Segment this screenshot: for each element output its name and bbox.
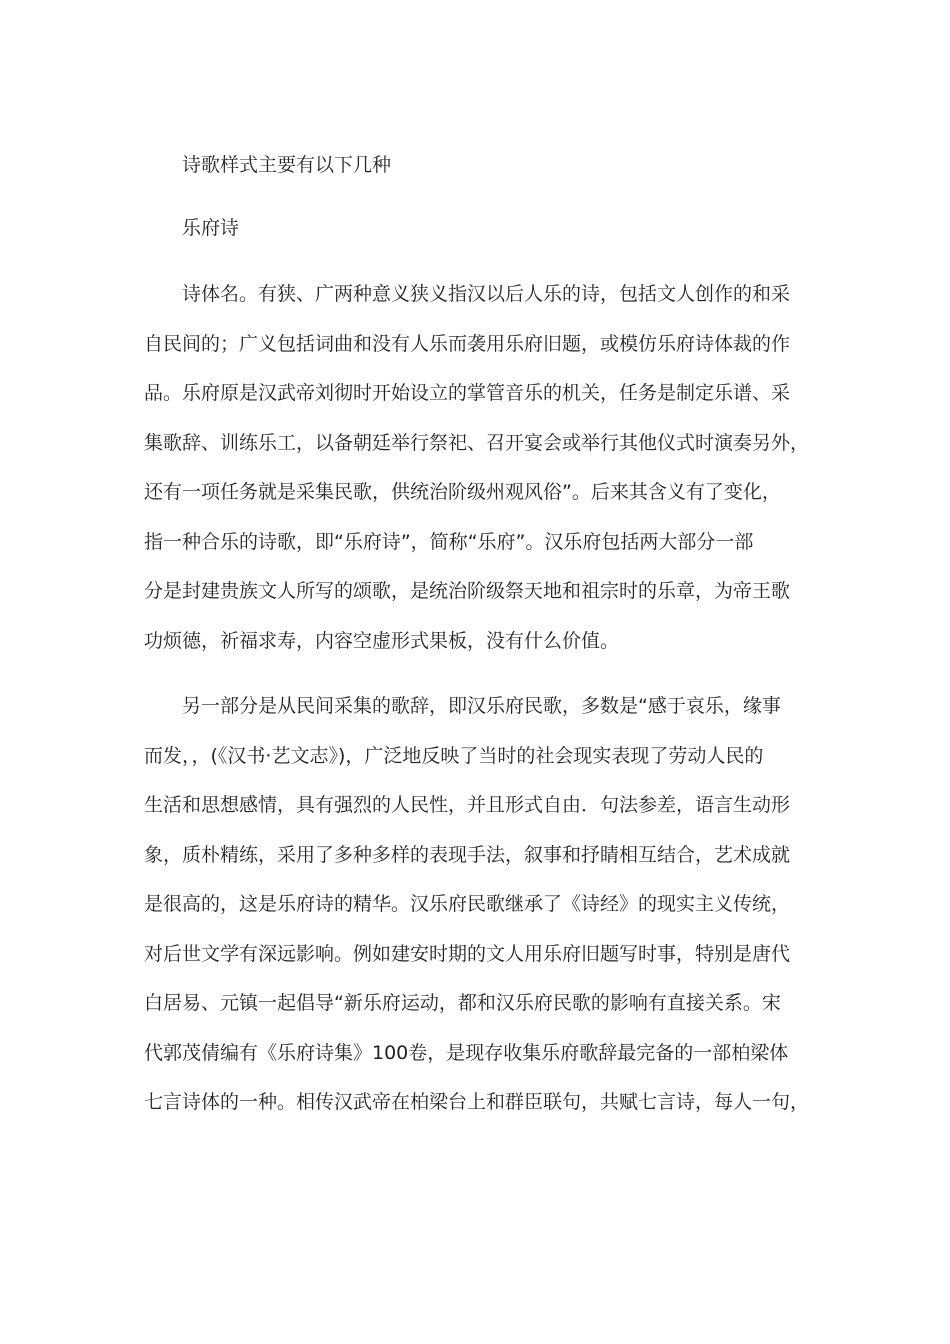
text-line: 自民间的；广义包括词曲和没有人乐而袭用乐府旧题，或模仿乐府诗体裁的作 bbox=[144, 332, 791, 355]
text-line: 分是封建贵族文人所写的颂歌，是统治阶级祭天地和祖宗时的乐章，为帝王歌 bbox=[144, 580, 791, 602]
paragraph-1 bbox=[144, 282, 844, 678]
section-heading: 诗歌样式主要有以下几种 bbox=[182, 154, 392, 176]
text-line: 诗体名。有狭、广两种意义狭义指汉以后人乐的诗，包括文人创作的和采 bbox=[182, 283, 791, 305]
subsection-heading: 乐府诗 bbox=[182, 217, 240, 239]
text-line: 白居易、元镇一起倡导“新乐府运动，都和汉乐府民歌的影响有直接关系。宋 bbox=[144, 992, 781, 1014]
text-line: 象，质朴精练，采用了多种多样的表现手法，叙事和抒睛相互结合，艺术成就 bbox=[144, 843, 791, 866]
text-line: 指一种合乐的诗歌，即“乐府诗”，简称“乐府”。汉乐府包括两大部分一部 bbox=[144, 530, 754, 553]
text-line: 代郭茂倩编有《乐府诗集》100卷，是现存收集乐府歌辞最完备的一部柏梁体 bbox=[144, 1041, 789, 1064]
text-line: 生活和思想感情，具有强烈的人民性，并且形式自由．句法参差，语言生动形 bbox=[144, 794, 791, 816]
text-line: 而发，，(《汉书·艺文志》)，广泛地反映了当时的社会现实表现了劳动人民的 bbox=[144, 744, 764, 767]
text-line: 品。乐府原是汉武帝刘彻时开始设立的掌管音乐的机关，任务是制定乐谱、采 bbox=[144, 382, 791, 404]
text-line: 对后世文学有深远影响。例如建安时期的文人用乐府旧题写时事，特别是唐代 bbox=[144, 942, 791, 965]
text-line: 另一部分是从民间采集的歌辞，即汉乐府民歌，多数是“感于哀乐，缘事 bbox=[182, 695, 781, 717]
text-line: 集歌辞、训练乐工，以备朝廷举行祭祀、召开宴会或举行其他仪式时演奏另外， bbox=[144, 431, 810, 454]
text-line: 是很高的，这是乐府诗的精华。汉乐府民歌继承了《诗经》的现实主义传统， bbox=[144, 893, 791, 915]
text-line: 还有一项任务就是采集民歌，供统治阶级州观风俗”。后来其含义有了变化， bbox=[144, 481, 781, 503]
paragraph-2 bbox=[144, 694, 844, 1140]
text-line: 功烦德，祈福求寿，内容空虚形式果板，没有什么价值。 bbox=[144, 629, 620, 652]
text-line: 七言诗体的一种。相传汉武帝在柏梁台上和群臣联句，共赋七言诗，每人一句， bbox=[144, 1091, 810, 1113]
